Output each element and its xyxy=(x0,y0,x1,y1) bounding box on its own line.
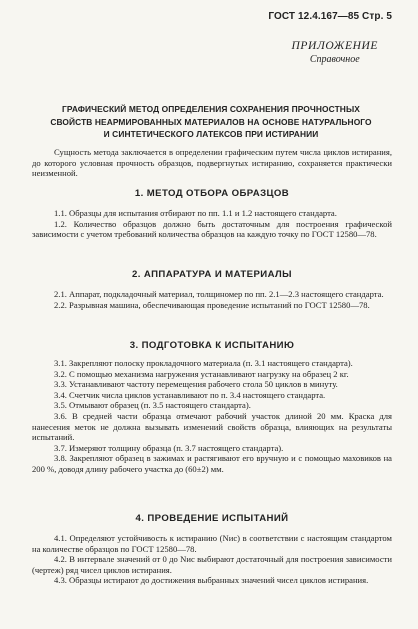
paragraph-2-2: 2.2. Разрывная машина, обеспечивающая проведение испытаний по ГОСТ 12580—78. xyxy=(54,299,370,310)
intro-text xyxy=(32,147,392,179)
document-title xyxy=(30,103,392,141)
paragraph-2-1: 2.1. Аппарат, подкладочный материал, толщиномер по пп. 2.1—2.3 настоящего стандарта. xyxy=(54,289,384,299)
section-body-2 xyxy=(32,289,392,310)
section-heading-2: 2. АППАРАТУРА И МАТЕРИАЛЫ xyxy=(132,269,292,280)
section-heading-4: 4. ПРОВЕДЕНИЕ ИСПЫТАНИЙ xyxy=(135,513,289,524)
title-line-2: СВОЙСТВ НЕАРМИРОВАННЫХ МАТЕРИАЛОВ НА ОСНОВЕ НАТУРАЛЬНОГО xyxy=(50,116,372,127)
paragraph-3-6: 3.6. В средней части образца отмечают рабочий участок длиной 20 мм. Краска для нанесения меток не должна вызывать изменений свойств образца, влияющих на результаты испытаний. xyxy=(32,410,392,443)
paragraph-3-5: 3.5. Отмывают образец (п. 3.5 настоящего стандарта). xyxy=(54,400,251,411)
paragraph-3-4: 3.4. Счетчик числа циклов устанавливают по п. 3.4 настоящего стандарта. xyxy=(54,389,326,400)
paragraph-4-3: 4.3. Образцы истирают до достижения выбранных значений чисел циклов истирания. xyxy=(54,575,369,586)
section-body-3 xyxy=(32,358,392,475)
paragraph-3-8: 3.8. Закрепляют образец в зажимах и растягивают его вручную и с помощью маховиков на 200 %, доводя длину рабочего участка до (60±2) мм. xyxy=(32,453,392,474)
appendix-title: ПРИЛОЖЕНИЕ xyxy=(291,40,378,52)
paragraph-3-3: 3.3. Устанавливают частоту перемещения рабочего стола 50 циклов в минуту. xyxy=(54,379,338,390)
section-heading-1: 1. МЕТОД ОТБОРА ОБРАЗЦОВ xyxy=(134,188,290,199)
paragraph-1-2: 1.2. Количество образцов должно быть достаточным для построения графической зависимости с учетом требований количества образцов на каждую точку по ГОСТ 12580—78. xyxy=(32,218,392,240)
section-body-1 xyxy=(32,208,392,240)
title-line-3: И СИНТЕТИЧЕСКОГО ЛАТЕКСОВ ПРИ ИСТИРАНИИ xyxy=(103,129,319,139)
appendix-type: Справочное xyxy=(309,54,360,65)
paragraph-3-7: 3.7. Измеряют толщину образца (п. 3.7 настоящего стандарта). xyxy=(54,442,284,453)
paragraph-4-1: 4.1. Определяют устойчивость к истиранию (Nис) в соответствии с настоящим стандартом на количестве образцов по ГОСТ 12580—78. xyxy=(32,533,392,554)
paragraph-1-1: 1.1. Образцы для испытания отбирают по пп. 1.1 и 1.2 настоящего стандарта. xyxy=(54,208,337,218)
section-body-4 xyxy=(32,533,392,586)
appendix-label xyxy=(292,40,378,65)
title-line-1: ГРАФИЧЕСКИЙ МЕТОД ОПРЕДЕЛЕНИЯ СОХРАНЕНИЯ ПРОЧНОСТНЫХ xyxy=(62,104,360,114)
paragraph-4-2: 4.2. В интервале значений от 0 до Nис выбирают достаточный для построения зависимости (чертеж) ряд чисел циклов истирания. xyxy=(32,554,392,575)
section-heading-3: 3. ПОДГОТОВКА К ИСПЫТАНИЮ xyxy=(129,340,295,351)
page-header: ГОСТ 12.4.167—85 Стр. 5 xyxy=(268,11,392,22)
intro-paragraph: Сущность метода заключается в определении графическим путем числа циклов истирания, до которого условная прочность образцов, подвергнутых истиранию, сохраняется практически неизменной. xyxy=(32,147,392,179)
paragraph-3-2: 3.2. С помощью механизма нагружения устанавливают нагрузку на образец 2 кг. xyxy=(54,368,349,379)
paragraph-3-1: 3.1. Закрепляют полоску прокладочного материала (п. 3.1 настоящего стандарта). xyxy=(54,358,353,368)
